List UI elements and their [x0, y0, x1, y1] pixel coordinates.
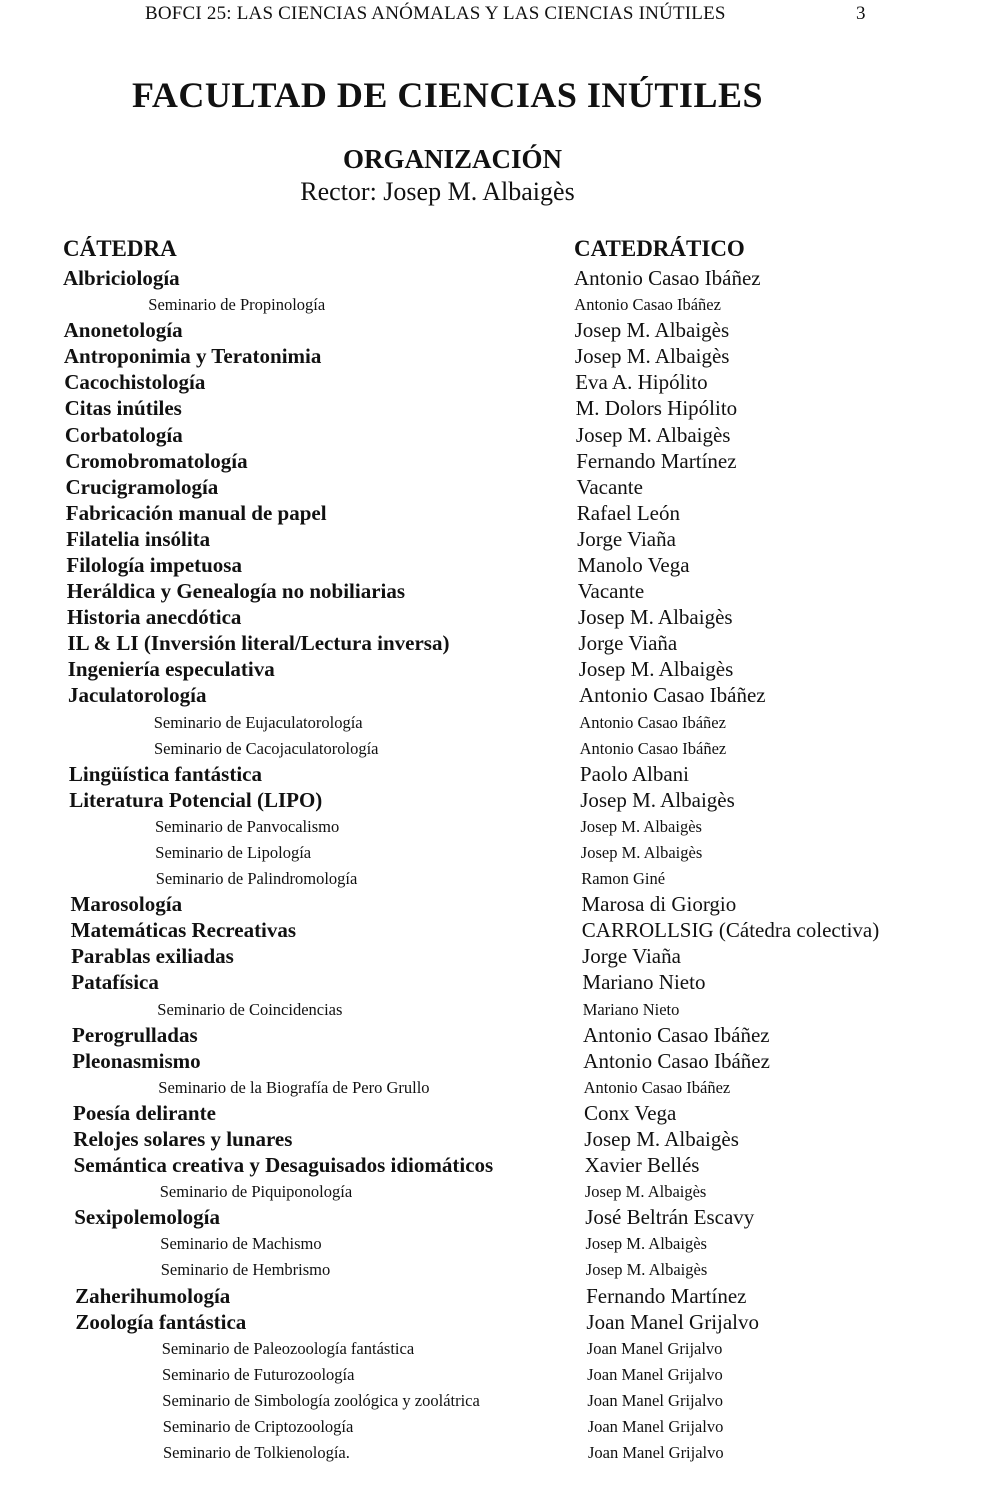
chair-name: Semántica creativa y Desaguisados idiomáticos — [73, 1153, 494, 1177]
chair-name: Literatura Potencial (LIPO) — [69, 787, 323, 812]
seminar-name: Seminario de Coincidencias — [157, 999, 343, 1019]
seminar-name: Seminario de Propinología — [148, 295, 326, 315]
chair-name: Albriciología — [63, 266, 180, 290]
professor-name: Xavier Bellés — [584, 1153, 700, 1177]
professor-name: Jorge Viaña — [577, 526, 676, 551]
chair-name: Cacochistología — [64, 370, 206, 395]
column-header-catedratico: CATEDRÁTICO — [574, 236, 745, 261]
professor-name: Josep M. Albaigès — [580, 843, 703, 862]
chair-name: Heráldica y Genealogía no nobiliarias — [66, 579, 406, 604]
chair-name: Filatelia insólita — [66, 526, 211, 551]
professor-name: Josep M. Albaigès — [584, 1182, 707, 1202]
chair-name: Sexipolemología — [74, 1205, 221, 1230]
professor-name: Antonio Casao Ibáñez — [574, 266, 761, 290]
professor-name: Rafael León — [576, 500, 680, 525]
professor-name: Marosa di Giorgio — [581, 892, 737, 917]
seminar-name: Seminario de Simbología zoológica y zoolátrica — [162, 1390, 480, 1410]
chair-name: Antroponimia y Teratonimia — [63, 344, 322, 369]
chair-name: Anonetología — [63, 318, 183, 343]
professor-name: José Beltrán Escavy — [585, 1205, 755, 1230]
professor-name: Vacante — [577, 579, 645, 604]
professor-name: Fernando Martínez — [576, 448, 737, 473]
chair-name: Citas inútiles — [64, 396, 182, 421]
professor-name: Josep M. Albaigès — [580, 787, 735, 812]
professor-name: Antonio Casao Ibáñez — [579, 712, 726, 732]
chair-name: Zaherihumología — [75, 1283, 231, 1308]
seminar-name: Seminario de Piquiponología — [159, 1182, 353, 1202]
chair-name: Filología impetuosa — [66, 553, 242, 577]
chair-name: IL & LI (Inversión literal/Lectura inversa) — [67, 631, 450, 656]
seminar-name: Seminario de Machismo — [160, 1234, 322, 1254]
professor-name: Joan Manel Grijalvo — [587, 1364, 723, 1384]
professor-name: Antonio Casao Ibáñez — [583, 1022, 770, 1047]
seminar-name: Seminario de Eujaculatorología — [153, 712, 363, 732]
chair-name: Matemáticas Recreativas — [70, 918, 297, 943]
professor-name: Josep M. Albaigès — [585, 1260, 708, 1280]
seminar-name: Seminario de la Biografía de Pero Grullo — [158, 1077, 430, 1097]
professor-name: Vacante — [576, 474, 643, 499]
seminar-name: Seminario de Tolkienología. — [163, 1443, 350, 1462]
professor-name: CARROLLSIG (Cátedra colectiva) — [581, 918, 880, 943]
chair-name: Lingüística fantástica — [68, 761, 262, 786]
chair-name: Corbatología — [64, 422, 183, 447]
seminar-name: Seminario de Criptozoología — [162, 1416, 354, 1436]
chair-name: Fabricación manual de papel — [65, 500, 327, 525]
professor-name: Josep M. Albaigès — [578, 605, 733, 630]
seminar-name: Seminario de Hembrismo — [160, 1260, 331, 1280]
professor-name: Joan Manel Grijalvo — [586, 1309, 760, 1334]
professor-name: Josep M. Albaigès — [574, 318, 730, 343]
professor-name: Manolo Vega — [577, 553, 690, 577]
professor-name: Antonio Casao Ibáñez — [574, 295, 721, 315]
professor-name: Joan Manel Grijalvo — [587, 1390, 724, 1410]
professor-name: Ramon Giné — [581, 869, 666, 888]
chair-name: Parablas exiliadas — [71, 944, 234, 969]
professor-name: Antonio Casao Ibáñez — [583, 1077, 731, 1097]
chair-name: Pleonasmismo — [72, 1048, 201, 1073]
professor-name: Joan Manel Grijalvo — [586, 1338, 723, 1358]
chair-name: Historia anecdótica — [67, 605, 242, 630]
professor-name: Antonio Casao Ibáñez — [579, 683, 766, 708]
chair-name: Crucigramología — [65, 474, 219, 499]
professor-name: Fernando Martínez — [586, 1283, 747, 1308]
professor-name: Eva A. Hipólito — [575, 370, 708, 395]
professor-name: Antonio Casao Ibáñez — [579, 738, 727, 758]
seminar-name: Seminario de Panvocalismo — [155, 816, 340, 836]
professor-name: Jorge Viaña — [582, 944, 681, 969]
professor-name: Mariano Nieto — [582, 970, 706, 995]
professor-name: M. Dolors Hipólito — [575, 396, 738, 421]
chair-name: Zoología fantástica — [75, 1309, 247, 1334]
rector-line: Rector: Josep M. Albaigès — [300, 177, 575, 206]
seminar-name: Seminario de Cacojaculatorología — [154, 738, 379, 758]
chair-name: Relojes solares y lunares — [73, 1126, 293, 1151]
professor-name: Josep M. Albaigès — [575, 422, 731, 447]
seminar-name: Seminario de Futurozoología — [162, 1364, 355, 1384]
professor-name: Josep M. Albaigès — [580, 816, 702, 836]
professor-name: Antonio Casao Ibáñez — [583, 1048, 770, 1073]
professor-name: Paolo Albani — [579, 761, 689, 786]
section-subtitle: ORGANIZACIÓN — [342, 144, 563, 174]
page-number: 3 — [856, 3, 866, 24]
chair-name: Cromobromatología — [65, 448, 248, 473]
seminar-name: Seminario de Paleozoología fantástica — [161, 1338, 415, 1358]
seminar-name: Seminario de Palindromología — [155, 869, 358, 888]
professor-name: Joan Manel Grijalvo — [587, 1416, 724, 1436]
professor-name: Jorge Viaña — [578, 631, 678, 656]
professor-name: Josep M. Albaigès — [584, 1126, 739, 1151]
professor-name: Josep M. Albaigès — [585, 1234, 707, 1254]
column-header-catedra: CÁTEDRA — [63, 236, 177, 261]
chair-name: Marosología — [70, 892, 183, 917]
professor-name: Josep M. Albaigès — [574, 344, 730, 369]
professor-name: Conx Vega — [584, 1100, 677, 1125]
seminar-name: Seminario de Lipología — [155, 843, 312, 862]
chair-name: Poesía delirante — [73, 1100, 216, 1125]
running-head: BOFCI 25: LAS CIENCIAS ANÓMALAS Y LAS CIENCIAS INÚTILES — [145, 3, 726, 24]
professor-name: Mariano Nieto — [582, 999, 680, 1019]
chair-name: Patafísica — [71, 970, 159, 995]
professor-name: Joan Manel Grijalvo — [588, 1443, 724, 1462]
chair-name: Jaculatorología — [68, 683, 207, 708]
professor-name: Josep M. Albaigès — [578, 657, 734, 682]
chair-name: Perogrulladas — [72, 1022, 198, 1047]
chair-name: Ingeniería especulativa — [67, 657, 275, 682]
page-title: FACULTAD DE CIENCIAS INÚTILES — [132, 75, 763, 115]
